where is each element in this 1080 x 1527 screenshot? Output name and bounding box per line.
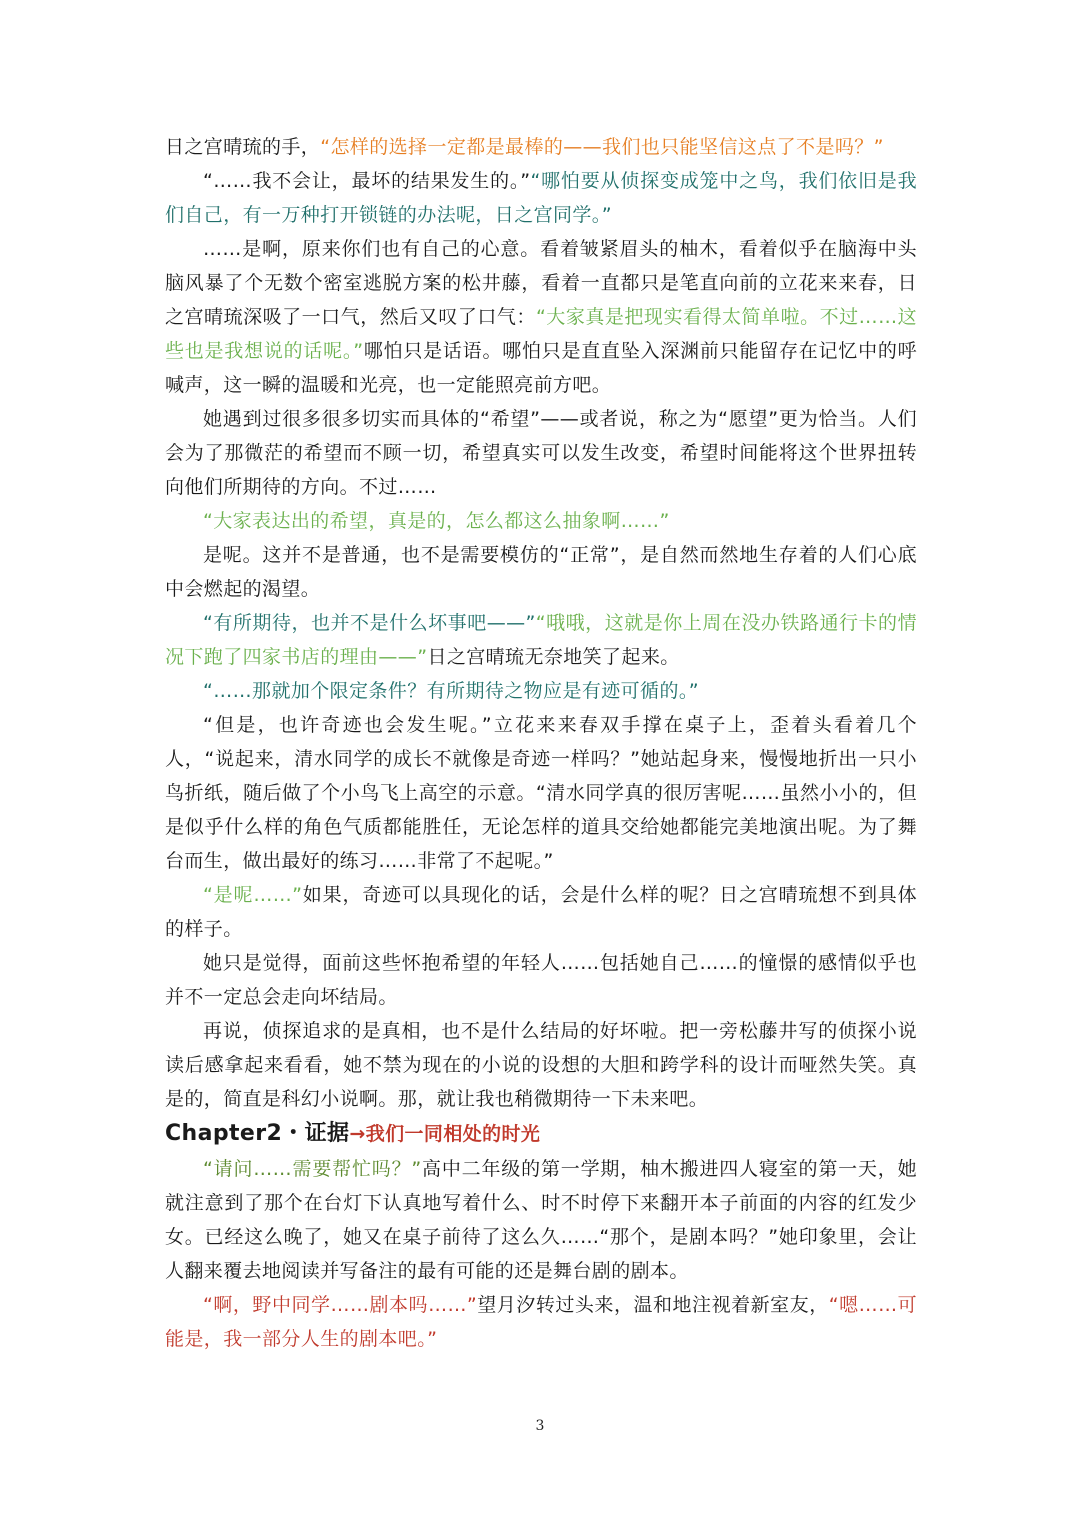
paragraph <box>165 130 917 164</box>
text-run: 日之宫晴琉的手， <box>165 136 321 158</box>
text-run: ……是啊，原来你们也有自己的心意。看着皱紧眉头的柚木，看着似乎在脑海中头脑风暴了个无数个密室逃脱方案的松井藤，看着一直都只是笔直向前的立花来来春，日之宫晴琉深吸了一口气，然后又叹了口气： <box>165 238 917 328</box>
text-run: “大家真是把现实看得太简单啦。不过……这些也是我想说的话呢。” <box>165 306 917 362</box>
paragraph <box>165 538 917 606</box>
paragraph <box>165 674 917 708</box>
paragraph <box>165 504 917 538</box>
text-run: “哦哦，这就是你上周在没办铁路通行卡的情况下跑了四家书店的理由——” <box>165 612 917 668</box>
text-run: 哪怕只是话语。哪怕只是直直坠入深渊前只能留存在记忆中的呼喊声，这一瞬的温暖和光亮，也一定能照亮前方吧。 <box>165 340 918 396</box>
paragraph-group <box>165 1152 917 1356</box>
text-run: “有所期待，也并不是什么坏事吧——” <box>203 612 536 634</box>
paragraph <box>165 946 917 1014</box>
text-run: 高中二年级的第一学期，柚木搬进四人寝室的第一天，她就注意到了那个在台灯下认真地写着什么、时不时停下来翻开本子前面的内容的红发少女。已经这么晚了，她又在桌子前待了这么久……“那个，是剧本吗？”她印象里，会让人翻来覆去地阅读并写备注的最有可能的还是舞台剧的剧本。 <box>165 1158 917 1282</box>
text-run: 她遇到过很多很多切实而具体的“希望”——或者说，称之为“愿望”更为恰当。人们会为了那微茫的希望而不顾一切，希望真实可以发生改变，希望时间能将这个世界扭转向他们所期待的方向。不过…… <box>165 408 917 498</box>
chapter-heading <box>165 1116 917 1152</box>
text-run: “但是，也许奇迹也会发生呢。”立花来来春双手撑在桌子上，歪着头看着几个人，“说起来，清水同学的成长不就像是奇迹一样吗？”她站起身来，慢慢地折出一只小鸟折纸，随后做了个小鸟飞上高空的示意。“清水同学真的很厉害呢……虽然小小的，但是似乎什么样的角色气质都能胜任，无论怎样的道具交给她都能完美地演出呢。为了舞台而生，做出最好的练习……非常了不起呢。” <box>165 714 917 872</box>
paragraph-group <box>165 130 917 1116</box>
text-run: 日之宫晴琉无奈地笑了起来。 <box>427 646 680 668</box>
text-run: “啊，野中同学……剧本吗……” <box>203 1294 478 1316</box>
text-run: 望月汐转过头来，温和地注视着新室友， <box>477 1294 829 1316</box>
paragraph <box>165 1288 917 1356</box>
text-run: “……我不会让，最坏的结果发生的。” <box>203 170 531 192</box>
text-run: “嗯……可能是，我一部分人生的剧本吧。” <box>165 1294 918 1350</box>
text-run: “是呢……” <box>203 884 303 906</box>
text-run: “怎样的选择一定都是最棒的——我们也只能坚信这点了不是吗？” <box>320 136 884 158</box>
paragraph <box>165 708 917 878</box>
text-run: “大家表达出的希望，真是的，怎么都这么抽象啊……” <box>203 510 670 532</box>
page-number: 3 <box>535 1418 545 1434</box>
text-run: 再说，侦探追求的是真相，也不是什么结局的好坏啦。把一旁松藤井写的侦探小说读后感拿起来看看，她不禁为现在的小说的设想的大胆和跨学科的设计而哑然失笑。真是的，简直是科幻小说啊。那，就让我也稍微期待一下未来吧。 <box>165 1020 917 1110</box>
text-run: 是呢。这并不是普通，也不是需要模仿的“正常”，是自然而然地生存着的人们心底中会燃起的渴望。 <box>165 544 917 600</box>
paragraph <box>165 232 917 402</box>
paragraph <box>165 606 917 674</box>
text-run: “……那就加个限定条件？有所期待之物应是有迹可循的。” <box>203 680 699 702</box>
text-run: “哪怕要从侦探变成笼中之鸟，我们依旧是我们自己，有一万种打开锁链的办法呢，日之宫同学。” <box>165 170 917 226</box>
paragraph <box>165 878 917 946</box>
paragraph <box>165 402 917 504</box>
text-run: “请问……需要帮忙吗？” <box>203 1158 422 1180</box>
chapter-title: Chapter2・证据 <box>165 1121 350 1146</box>
text-run: 她只是觉得，面前这些怀抱希望的年轻人……包括她自己……的憧憬的感情似乎也并不一定总会走向坏结局。 <box>165 952 917 1008</box>
paragraph <box>165 1014 917 1116</box>
text-run: 如果，奇迹可以具现化的话，会是什么样的呢？日之宫晴琉想不到具体的样子。 <box>165 884 917 940</box>
body-text <box>165 130 917 1356</box>
paragraph <box>165 1152 917 1288</box>
chapter-subtitle: →我们一同相处的时光 <box>349 1123 541 1145</box>
paragraph <box>165 164 917 232</box>
